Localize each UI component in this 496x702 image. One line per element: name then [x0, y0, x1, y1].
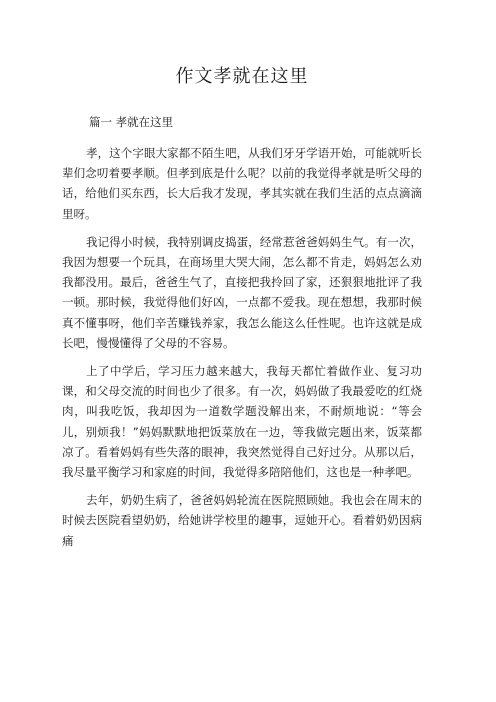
paragraph-4: 去年，奶奶生病了，爸爸妈妈轮流在医院照顾她。我也会在周末的时候去医院看望奶奶，给她讲学校里的趣事，逗她开心。看着奶奶因病痛	[62, 493, 422, 548]
paragraph-2: 我记得小时候，我特别调皮捣蛋，经常惹爸爸妈妈生气。有一次，我因为想要一个玩具，在商场里大哭大闹，怎么都不肯走，妈妈怎么劝我都没用。最后，爸爸生气了，直接把我拎回了家，还狠狠地批评了我一顿。那时候，我觉得他们好凶，一点都不爱我。现在想想，我那时候真不懂事呀，他们辛苦赚钱养家，我怎么能这么任性呢。也许这就是成长吧，慢慢懂得了父母的不容易。	[62, 234, 422, 350]
paragraph-3: 上了中学后，学习压力越来越大，我每天都忙着做作业、复习功课，和父母交流的时间也少了很多。有一次，妈妈做了我最爱吃的红烧肉，叫我吃饭，我却因为一道数学题没解出来，不耐烦地说：“等会儿，别烦我！”妈妈默默地把饭菜放在一边，等我做完题出来，饭菜都凉了。看着妈妈有些失落的眼神，我突然觉得自己好过分。从那以后，我尽量平衡学习和家庭的时间，我觉得多陪陪他们，这也是一种孝吧。	[62, 364, 422, 480]
paragraph-1: 孝，这个字眼大家都不陌生吧，从我们牙牙学语开始，可能就听长辈们念叨着要孝顺。但孝到底是什么呢？以前的我觉得孝就是听父母的话，给他们买东西，长大后我才发现，孝其实就在我们生活的点点滴滴里呀。	[62, 146, 422, 221]
section-heading: 篇一 孝就在这里	[89, 115, 174, 129]
document-title: 作文孝就在这里	[175, 66, 309, 87]
